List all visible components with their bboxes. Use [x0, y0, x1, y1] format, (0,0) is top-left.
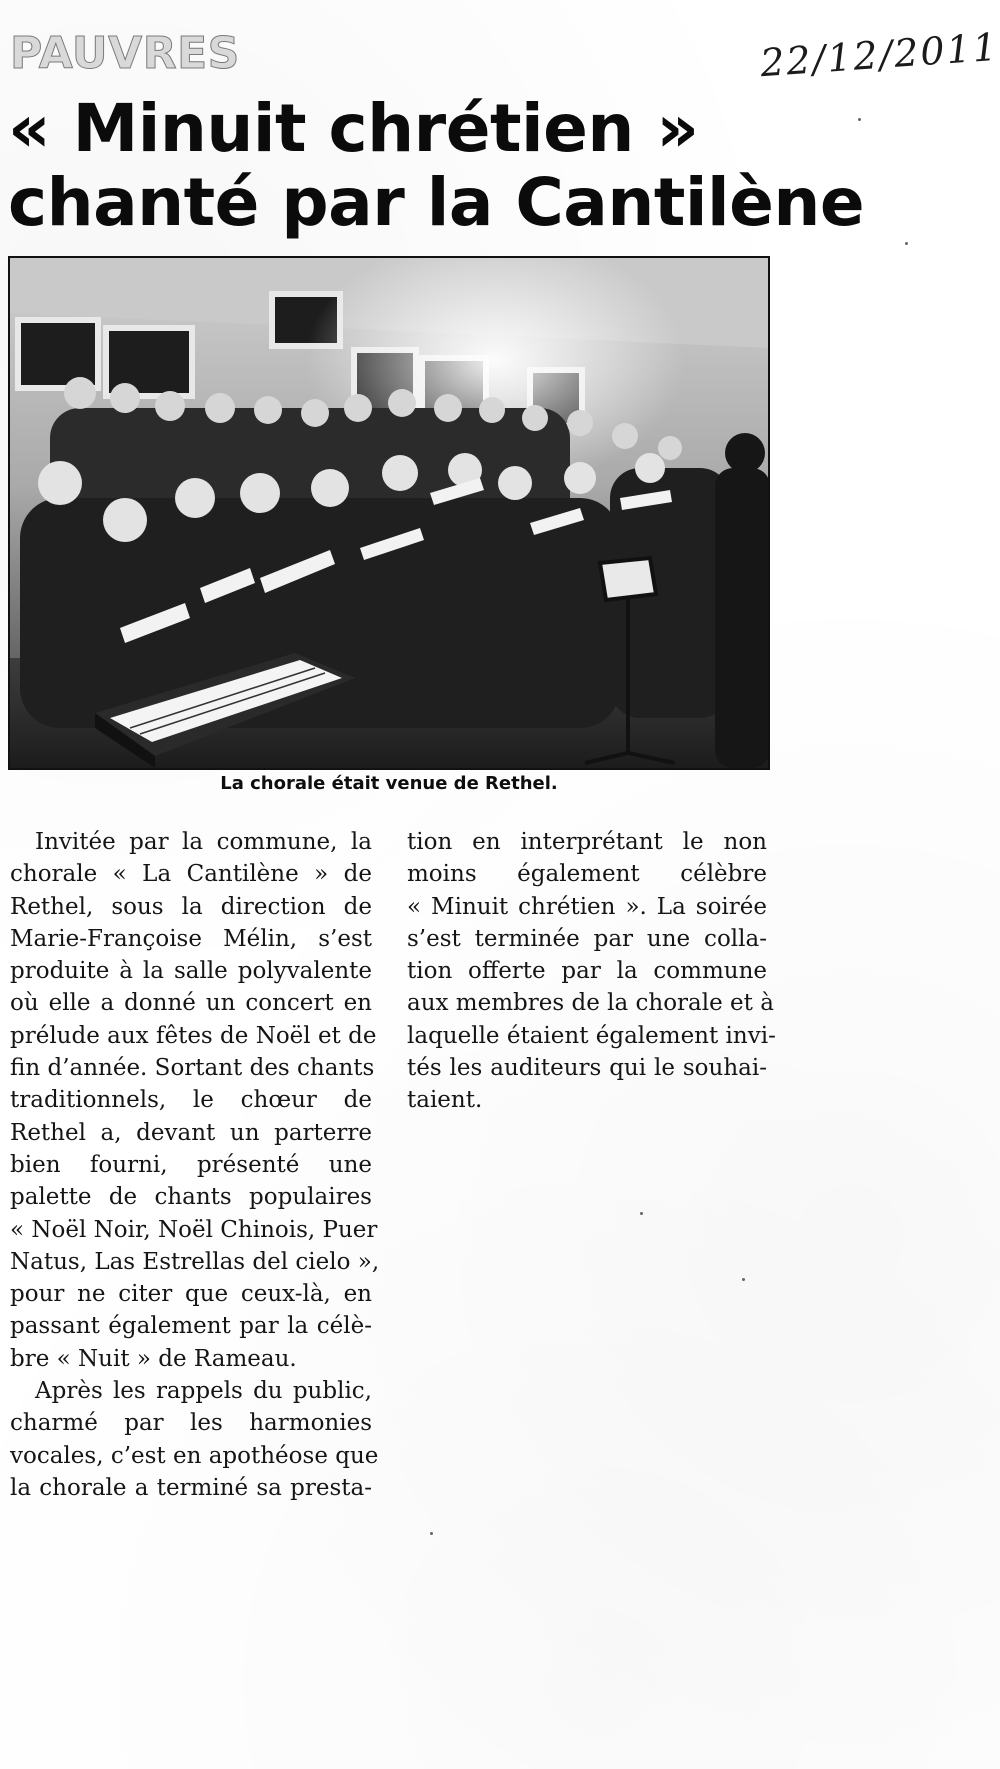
- body-line: fin d’année. Sortant des chants: [10, 1055, 375, 1082]
- body-line: vocales, c’est en apothéose que: [10, 1442, 379, 1469]
- scan-speck: [640, 1212, 643, 1215]
- section-kicker: PAUVRES: [10, 28, 240, 79]
- body-line: taient.: [407, 1087, 483, 1114]
- body-line: « Noël Noir, Noël Chinois, Puer: [10, 1216, 378, 1243]
- handwritten-date: 22/12/2011: [758, 24, 1000, 86]
- scan-speck: [742, 1278, 745, 1281]
- body-line: Invitée par la commune, la: [35, 829, 372, 855]
- body-line: bre « Nuit » de Rameau.: [10, 1345, 297, 1372]
- body-line: tion en interprétant le non: [407, 829, 767, 855]
- scan-speck: [858, 118, 861, 121]
- headline-line-2: chanté par la Cantilène: [8, 164, 865, 241]
- scan-speck: [905, 242, 908, 245]
- body-line: où elle a donné un concert en: [10, 990, 372, 1017]
- body-line: s’est terminée par une colla-: [407, 925, 767, 952]
- body-line: charmé par les harmonies: [10, 1410, 372, 1437]
- photo-caption: La chorale était venue de Rethel.: [220, 773, 558, 794]
- body-line: « Minuit chrétien ». La soirée: [407, 893, 767, 920]
- body-line: tion offerte par la commune: [407, 958, 767, 985]
- headline-line-1: « Minuit chrétien »: [8, 90, 699, 167]
- body-line: aux membres de la chorale et à: [407, 990, 774, 1017]
- body-line: Rethel, sous la direction de: [10, 893, 372, 920]
- choir-photo-icon: [10, 258, 768, 768]
- body-column-right: [407, 826, 776, 1117]
- body-line: bien fourni, présenté une: [10, 1151, 372, 1178]
- body-line: Marie-Françoise Mélin, s’est: [10, 925, 372, 952]
- scan-speck: [430, 1532, 433, 1535]
- body-line: produite à la salle polyvalente: [10, 958, 372, 985]
- body-line: pour ne citer que ceux-là, en: [10, 1281, 372, 1308]
- headline: [8, 92, 888, 240]
- body-line: Après les rappels du public,: [35, 1378, 372, 1405]
- body-line: palette de chants populaires: [10, 1184, 372, 1211]
- body-line: passant également par la célè-: [10, 1313, 372, 1340]
- choir-photo: [8, 256, 770, 770]
- body-line: Natus, Las Estrellas del cielo »,: [10, 1248, 380, 1275]
- body-line: chorale « La Cantilène » de: [10, 861, 372, 888]
- body-line: laquelle étaient également invi-: [407, 1022, 776, 1049]
- body-line: la chorale a terminé sa presta-: [10, 1474, 372, 1501]
- body-line: Rethel a, devant un parterre: [10, 1119, 372, 1146]
- body-column-left: [10, 826, 380, 1504]
- body-line: prélude aux fêtes de Noël et de: [10, 1022, 377, 1049]
- body-line: traditionnels, le chœur de: [10, 1087, 372, 1114]
- body-line: moins également célèbre: [407, 861, 767, 888]
- body-line: tés les auditeurs qui le souhai-: [407, 1055, 767, 1082]
